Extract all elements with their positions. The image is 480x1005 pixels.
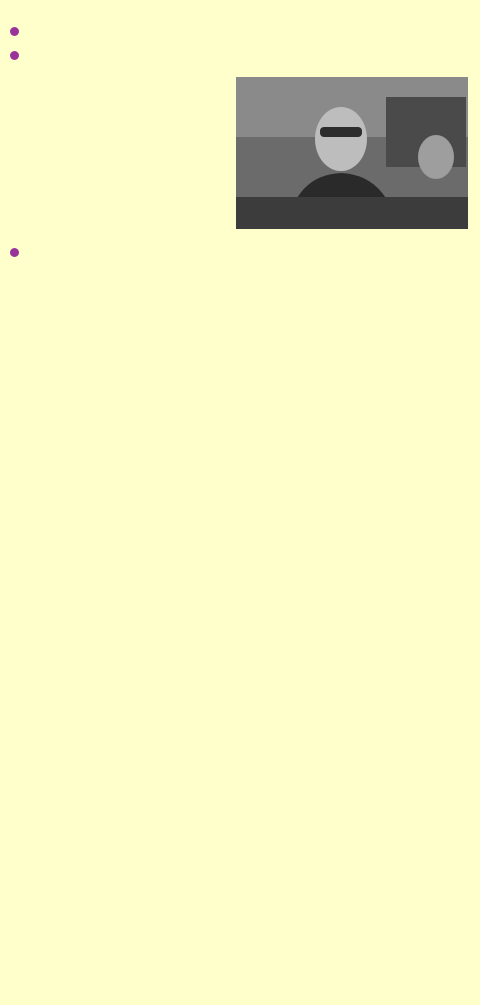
circle-bullet-icon (10, 51, 19, 60)
teacher-photo (236, 77, 468, 229)
photo-figure (236, 75, 470, 229)
circle-bullet-icon (10, 248, 19, 257)
circle-bullet-icon (10, 27, 19, 36)
section-heading-esd (10, 27, 470, 36)
section-heading-school (10, 51, 470, 60)
section-heading-region (10, 248, 470, 257)
school-section-body (10, 75, 470, 233)
